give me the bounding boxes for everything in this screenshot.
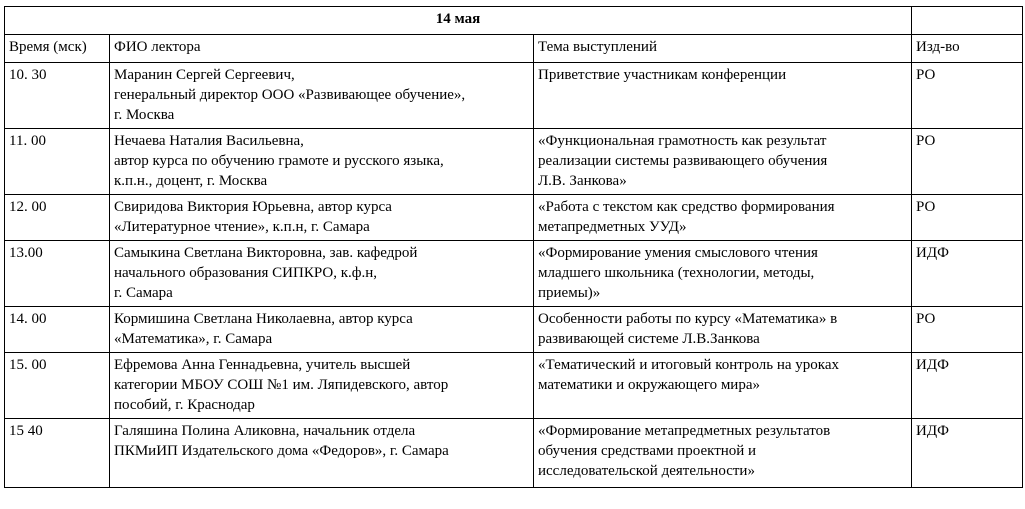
lecturer-line: пособий, г. Краснодар xyxy=(114,397,255,413)
header-time: Время (мск) xyxy=(5,35,110,63)
topic-line: реализации системы развивающего обучения xyxy=(538,153,828,169)
header-lecturer: ФИО лектора xyxy=(110,35,534,63)
cell-topic xyxy=(534,353,912,419)
cell-time: 10. 30 xyxy=(5,63,110,129)
lecturer-line: категории МБОУ СОШ №1 им. Ляпидевского, автор xyxy=(114,377,449,393)
topic-line: исследовательской деятельности» xyxy=(538,463,755,479)
header-publisher: Изд-во xyxy=(912,35,1023,63)
lecturer-line: Маранин Сергей Сергеевич, xyxy=(114,67,295,83)
cell-time: 11. 00 xyxy=(5,129,110,195)
topic-line: «Формирование метапредметных результатов xyxy=(538,423,831,439)
lecturer-line: автор курса по обучению грамоте и русского языка, xyxy=(114,153,444,169)
lecturer-line: Ефремова Анна Геннадьевна, учитель высшей xyxy=(114,357,411,373)
topic-line: развивающей системе Л.В.Занкова xyxy=(538,331,760,347)
table-row xyxy=(5,353,1023,419)
lecturer-line: к.п.н., доцент, г. Москва xyxy=(114,173,268,189)
table-row xyxy=(5,195,1023,241)
topic-line: младшего школьника (технологии, методы, xyxy=(538,265,815,281)
cell-publisher: ИДФ xyxy=(912,353,1023,419)
header-topic: Тема выступлений xyxy=(534,35,912,63)
topic-line: Приветствие участникам конференции xyxy=(538,67,787,83)
topic-line: «Работа с текстом как средство формирования xyxy=(538,199,835,215)
cell-time: 15 40 xyxy=(5,419,110,488)
cell-topic xyxy=(534,307,912,353)
lecturer-line: «Литературное чтение», к.п.н, г. Самара xyxy=(114,219,370,235)
cell-lecturer xyxy=(110,63,534,129)
cell-topic xyxy=(534,63,912,129)
cell-publisher: РО xyxy=(912,63,1023,129)
lecturer-line: Галяшина Полина Аликовна, начальник отдела xyxy=(114,423,416,439)
cell-lecturer xyxy=(110,195,534,241)
cell-time: 12. 00 xyxy=(5,195,110,241)
table-row xyxy=(5,419,1023,488)
cell-time: 14. 00 xyxy=(5,307,110,353)
lecturer-line: Самыкина Светлана Викторовна, зав. кафедрой xyxy=(114,245,418,261)
table-row xyxy=(5,307,1023,353)
date-heading: 14 мая xyxy=(5,7,912,35)
cell-lecturer xyxy=(110,419,534,488)
topic-line: Л.В. Занкова» xyxy=(538,173,627,189)
date-row-empty-cell xyxy=(912,7,1023,35)
schedule-table xyxy=(4,6,1023,488)
table-row xyxy=(5,129,1023,195)
cell-topic xyxy=(534,241,912,307)
cell-publisher: РО xyxy=(912,195,1023,241)
cell-lecturer xyxy=(110,241,534,307)
topic-line: «Формирование умения смыслового чтения xyxy=(538,245,818,261)
cell-publisher: ИДФ xyxy=(912,419,1023,488)
topic-line: обучения средствами проектной и xyxy=(538,443,757,459)
cell-topic xyxy=(534,129,912,195)
cell-publisher: РО xyxy=(912,129,1023,195)
table-row xyxy=(5,63,1023,129)
lecturer-line: начального образования СИПКРО, к.ф.н, xyxy=(114,265,377,281)
lecturer-line: генеральный директор ООО «Развивающее обучение», xyxy=(114,87,466,103)
topic-line: Особенности работы по курсу «Математика» в xyxy=(538,311,838,327)
cell-lecturer xyxy=(110,353,534,419)
cell-time: 15. 00 xyxy=(5,353,110,419)
topic-line: приемы)» xyxy=(538,285,601,301)
lecturer-line: Свиридова Виктория Юрьевна, автор курса xyxy=(114,199,392,215)
lecturer-line: Нечаева Наталия Васильевна, xyxy=(114,133,304,149)
lecturer-line: Кормишина Светлана Николаевна, автор курса xyxy=(114,311,413,327)
lecturer-line: г. Москва xyxy=(114,107,175,123)
cell-topic xyxy=(534,195,912,241)
table-row xyxy=(5,241,1023,307)
topic-line: «Тематический и итоговый контроль на уроках xyxy=(538,357,840,373)
cell-lecturer xyxy=(110,129,534,195)
topic-line: «Функциональная грамотность как результат xyxy=(538,133,827,149)
lecturer-line: «Математика», г. Самара xyxy=(114,331,273,347)
cell-time: 13.00 xyxy=(5,241,110,307)
cell-topic xyxy=(534,419,912,488)
topic-line: математики и окружающего мира» xyxy=(538,377,760,393)
date-row xyxy=(5,7,1023,35)
cell-publisher: РО xyxy=(912,307,1023,353)
lecturer-line: ПКМиИП Издательского дома «Федоров», г. Самара xyxy=(114,443,449,459)
cell-lecturer xyxy=(110,307,534,353)
lecturer-line: г. Самара xyxy=(114,285,173,301)
header-row xyxy=(5,35,1023,63)
cell-publisher: ИДФ xyxy=(912,241,1023,307)
topic-line: метапредметных УУД» xyxy=(538,219,687,235)
